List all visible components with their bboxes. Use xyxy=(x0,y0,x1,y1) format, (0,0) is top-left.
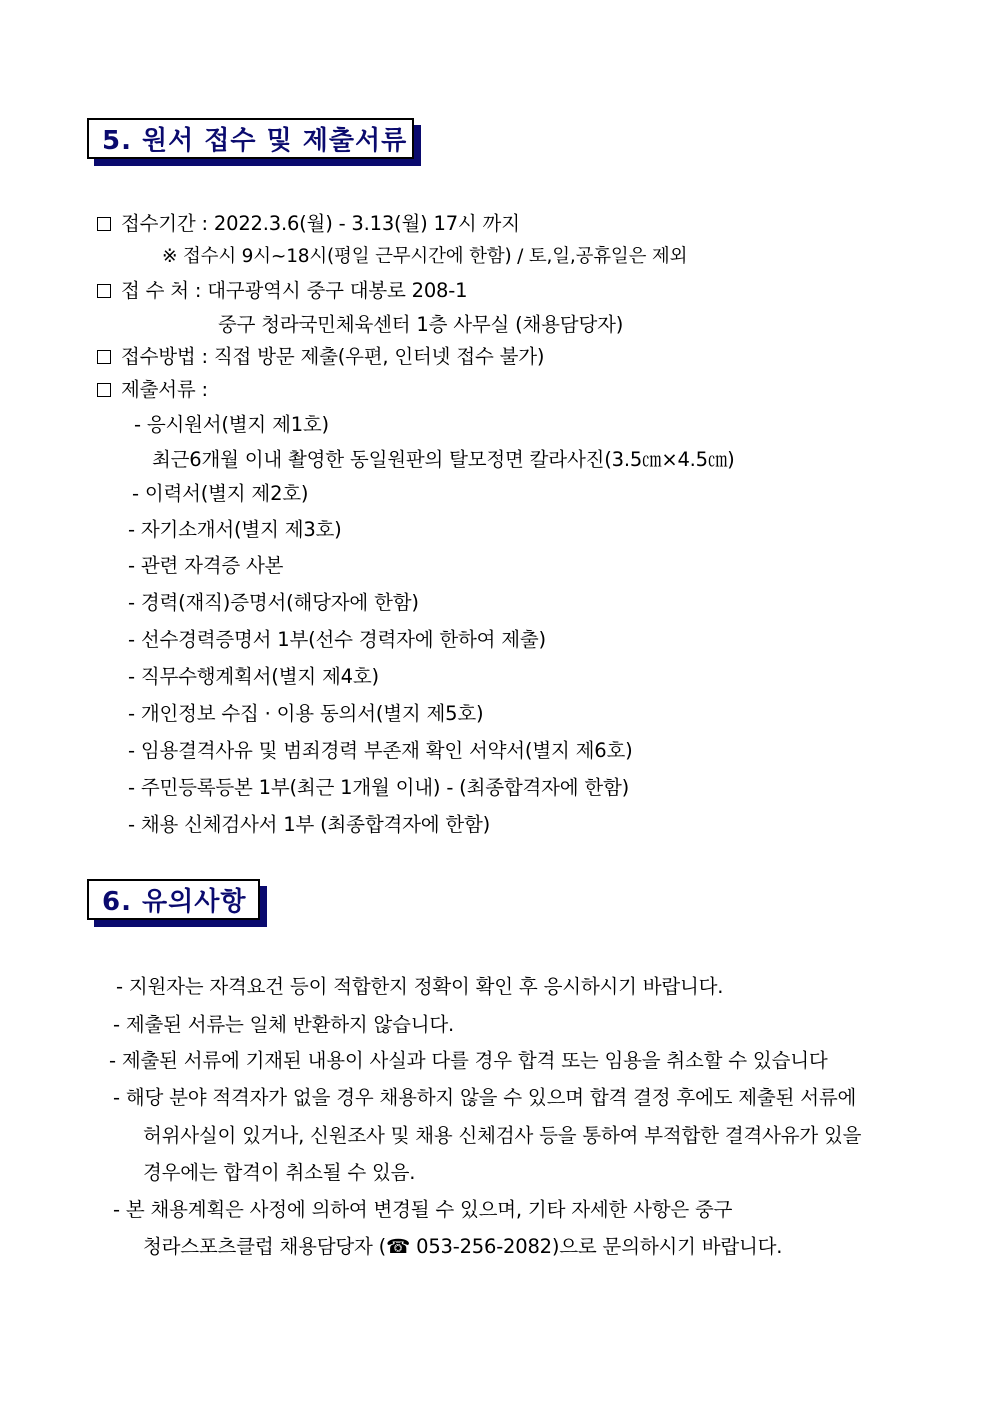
note-item: - 제출된 서류는 일체 반환하지 않습니다. xyxy=(113,1013,455,1036)
method-text: 접수방법 : 직접 방문 제출(우편, 인터넷 접수 불가) xyxy=(121,345,545,368)
doc-item: 최근6개월 이내 촬영한 동일원판의 탈모정면 칼라사진(3.5㎝×4.5㎝) xyxy=(152,448,735,471)
note-item: 청라스포츠클럽 채용담당자 (☎ 053-256-2082)으로 문의하시기 바랍니다. xyxy=(143,1235,783,1258)
docs-heading-line xyxy=(97,380,208,400)
period-note-text: ※ 접수시 9시~18시(평일 근무시간에 한함) / 토,일,공휴일은 제외 xyxy=(162,246,688,267)
doc-item: - 직무수행계획서(별지 제4호) xyxy=(128,665,379,688)
note-item: - 제출된 서류에 기재된 내용이 사실과 다를 경우 합격 또는 임용을 취소할 수 있습니다 xyxy=(109,1049,828,1072)
doc-item: - 관련 자격증 사본 xyxy=(128,554,284,577)
place-text-2: 중구 청라국민체육센터 1층 사무실 (채용담당자) xyxy=(218,313,624,336)
doc-item: - 경력(재직)증명서(해당자에 한함) xyxy=(128,591,419,614)
doc-item: - 채용 신체검사서 1부 (최종합격자에 한함) xyxy=(128,813,491,836)
doc-item: - 개인정보 수집 · 이용 동의서(별지 제5호) xyxy=(128,702,484,725)
period-text: 접수기간 : 2022.3.6(월) - 3.13(월) 17시 까지 xyxy=(121,212,520,235)
note-item: 경우에는 합격이 취소될 수 있음. xyxy=(143,1161,416,1184)
place-line xyxy=(97,281,467,301)
section-6-title xyxy=(87,879,260,920)
doc-item: - 주민등록등본 1부(최근 1개월 이내) - (최종합격자에 한함) xyxy=(128,776,630,799)
docs-heading-text: 제출서류 : xyxy=(121,378,208,401)
method-line xyxy=(97,347,544,367)
doc-item: - 이력서(별지 제2호) xyxy=(132,482,309,505)
checkbox-icon xyxy=(97,284,111,298)
doc-item: - 응시원서(별지 제1호) xyxy=(134,413,329,436)
checkbox-icon xyxy=(97,383,111,397)
place-text-1: 접 수 처 : 대구광역시 중구 대봉로 208-1 xyxy=(121,279,468,302)
checkbox-icon xyxy=(97,350,111,364)
section-5-title xyxy=(87,118,414,159)
note-item: - 해당 분야 적격자가 없을 경우 채용하지 않을 수 있으며 합격 결정 후에도 제출된 서류에 xyxy=(113,1086,857,1109)
doc-item: - 선수경력증명서 1부(선수 경력자에 한하여 제출) xyxy=(128,628,546,651)
period-line xyxy=(97,214,520,234)
period-note xyxy=(162,248,687,267)
note-item: - 지원자는 자격요건 등이 적합한지 정확이 확인 후 응시하시기 바랍니다. xyxy=(116,975,724,998)
note-item: 허위사실이 있거나, 신원조사 및 채용 신체검사 등을 통하여 부적합한 결격사유가 있을 xyxy=(143,1124,862,1147)
note-item: - 본 채용계획은 사정에 의하여 변경될 수 있으며, 기타 자세한 사항은 중구 xyxy=(113,1198,733,1221)
place-line-2 xyxy=(218,315,623,335)
section-5-title-text: 5. 원서 접수 및 제출서류 xyxy=(102,126,408,156)
section-6-title-text: 6. 유의사항 xyxy=(102,887,247,917)
checkbox-icon xyxy=(97,217,111,231)
doc-item: - 자기소개서(별지 제3호) xyxy=(128,518,342,541)
doc-item: - 임용결격사유 및 범죄경력 부존재 확인 서약서(별지 제6호) xyxy=(128,739,633,762)
